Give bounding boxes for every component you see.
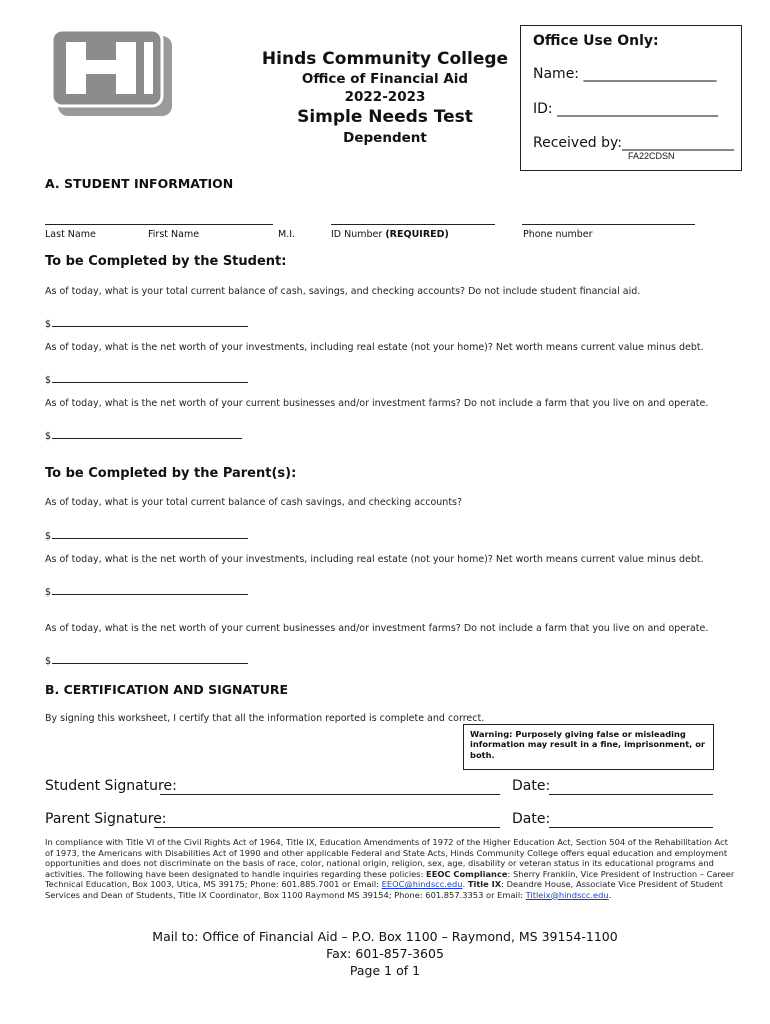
mail-address: Mail to: Office of Financial Aid – P.O. Box 1100 – Raymond, MS 39154-1100	[152, 929, 618, 944]
college-logo	[52, 30, 174, 123]
parent-q3: As of today, what is the net worth of your current businesses and/or investment farms? Do not include a farm that you live on and operate.	[45, 623, 709, 634]
college-name: Hinds Community College	[261, 49, 509, 69]
office-use-title: Office Use Only:	[533, 33, 659, 49]
phone-label: Phone number	[523, 229, 593, 240]
form-title: Simple Needs Test	[297, 107, 473, 127]
id-number-text: ID Number	[331, 229, 383, 240]
office-name: Office of Financial Aid	[301, 71, 469, 87]
warning-box: Warning: Purposely giving false or misleading information may result in a fine, imprisonment, or both.	[463, 724, 714, 770]
student-a1[interactable]	[45, 317, 248, 330]
compliance-statement	[45, 837, 735, 900]
student-signature-line[interactable]	[160, 794, 500, 795]
phone-line[interactable]	[522, 224, 695, 225]
section-b-title: B. CERTIFICATION AND SIGNATURE	[45, 682, 289, 697]
dollar-sign: $	[45, 531, 52, 542]
title-ix-label: Title IX	[467, 879, 502, 889]
eeoc-label: EEOC Compliance	[426, 868, 508, 879]
parent-a3[interactable]	[45, 654, 248, 667]
office-name-field: Name: ___________________	[533, 66, 717, 82]
student-signature-label: Student Signature:	[45, 778, 177, 794]
dollar-sign: $	[45, 431, 52, 442]
dollar-sign: $	[45, 319, 52, 330]
student-q2: As of today, what is the net worth of your investments, including real estate (not your home)? Net worth means current value minus debt.	[45, 342, 704, 353]
student-a2[interactable]	[45, 373, 248, 386]
office-received-field: Received by:________________	[533, 135, 735, 151]
dollar-sign: $	[45, 656, 52, 667]
page-number: Page 1 of 1	[349, 963, 421, 978]
compliance-text: : Deandre House, Associate Vice President of Student Services and Dean of Students, Title IX Coordinator, Box 1100 Raymond MS 39154; Phone: 601.857.3353 or Email:	[45, 879, 724, 900]
student-a3[interactable]	[45, 429, 242, 442]
id-number-label	[331, 229, 449, 240]
certify-statement: By signing this worksheet, I certify that all the information reported is complete and correct.	[45, 713, 485, 724]
parent-q2: As of today, what is the net worth of your investments, including real estate (not your home)? Net worth means current value minus debt.	[45, 554, 704, 565]
parent-signature-label: Parent Signature:	[45, 811, 167, 827]
name-line[interactable]	[45, 224, 273, 225]
last-name-label: Last Name	[45, 229, 96, 240]
student-date-line[interactable]	[549, 794, 713, 795]
fax-number: Fax: 601-857-3605	[326, 946, 444, 961]
dollar-sign: $	[45, 587, 52, 598]
id-number-line[interactable]	[331, 224, 495, 225]
parent-date-label: Date:	[512, 811, 551, 827]
office-use-box	[520, 25, 742, 171]
form-type: Dependent	[343, 130, 427, 146]
compliance-text: .	[608, 889, 612, 900]
eeoc-email-link[interactable]: EEOC@hindscc.edu	[381, 879, 463, 889]
academic-year: 2022-2023	[344, 89, 426, 105]
office-id-field: ID: _______________________	[533, 101, 719, 117]
student-q1: As of today, what is your total current balance of cash, savings, and checking accounts? Do not include student financial aid.	[45, 286, 641, 297]
parent-q1: As of today, what is your total current balance of cash savings, and checking accounts?	[45, 497, 463, 508]
compliance-text: .	[462, 879, 468, 889]
form-code: FA22CDSN	[628, 151, 675, 161]
parent-a2[interactable]	[45, 585, 248, 598]
student-date-label: Date:	[512, 778, 551, 794]
mi-label: M.I.	[278, 229, 296, 240]
parent-a1[interactable]	[45, 529, 248, 542]
section-a-title: A. STUDENT INFORMATION	[45, 176, 234, 191]
compliance-text: In compliance with Title VI of the Civil Rights Act of 1964, Title IX, Education Amendments of 1972 of the Higher Education Act, Section 504 of the Rehabilitation Act of 1973, the Americans with Disabilities Act of 1990 and other applicable Federal and State Acts, Hinds Community College offers equal education and employment opportunities and does not discriminate on the basis of race, color, national origin, religion, sex, age, disability or veteran status in its educational programs and activities. The following have been designated to handle inquiries regarding these policies:	[45, 837, 728, 879]
id-required-text: (REQUIRED)	[385, 229, 449, 240]
parent-date-line[interactable]	[549, 827, 713, 828]
parent-heading: To be Completed by the Parent(s):	[45, 466, 297, 481]
title-ix-email-link[interactable]: Titleix@hindscc.edu	[525, 889, 609, 900]
first-name-label: First Name	[148, 229, 200, 240]
compliance-text: : Sherry Franklin, Vice President of Instruction – Career Technical Education, Box 1003, Utica, MS 39175; Phone: 601.885.7001 or Email:	[45, 868, 735, 889]
parent-signature-line[interactable]	[154, 827, 500, 828]
dollar-sign: $	[45, 375, 52, 386]
student-heading: To be Completed by the Student:	[45, 254, 287, 269]
student-q3: As of today, what is the net worth of your current businesses and/or investment farms? Do not include a farm that you live on and operate.	[45, 398, 709, 409]
